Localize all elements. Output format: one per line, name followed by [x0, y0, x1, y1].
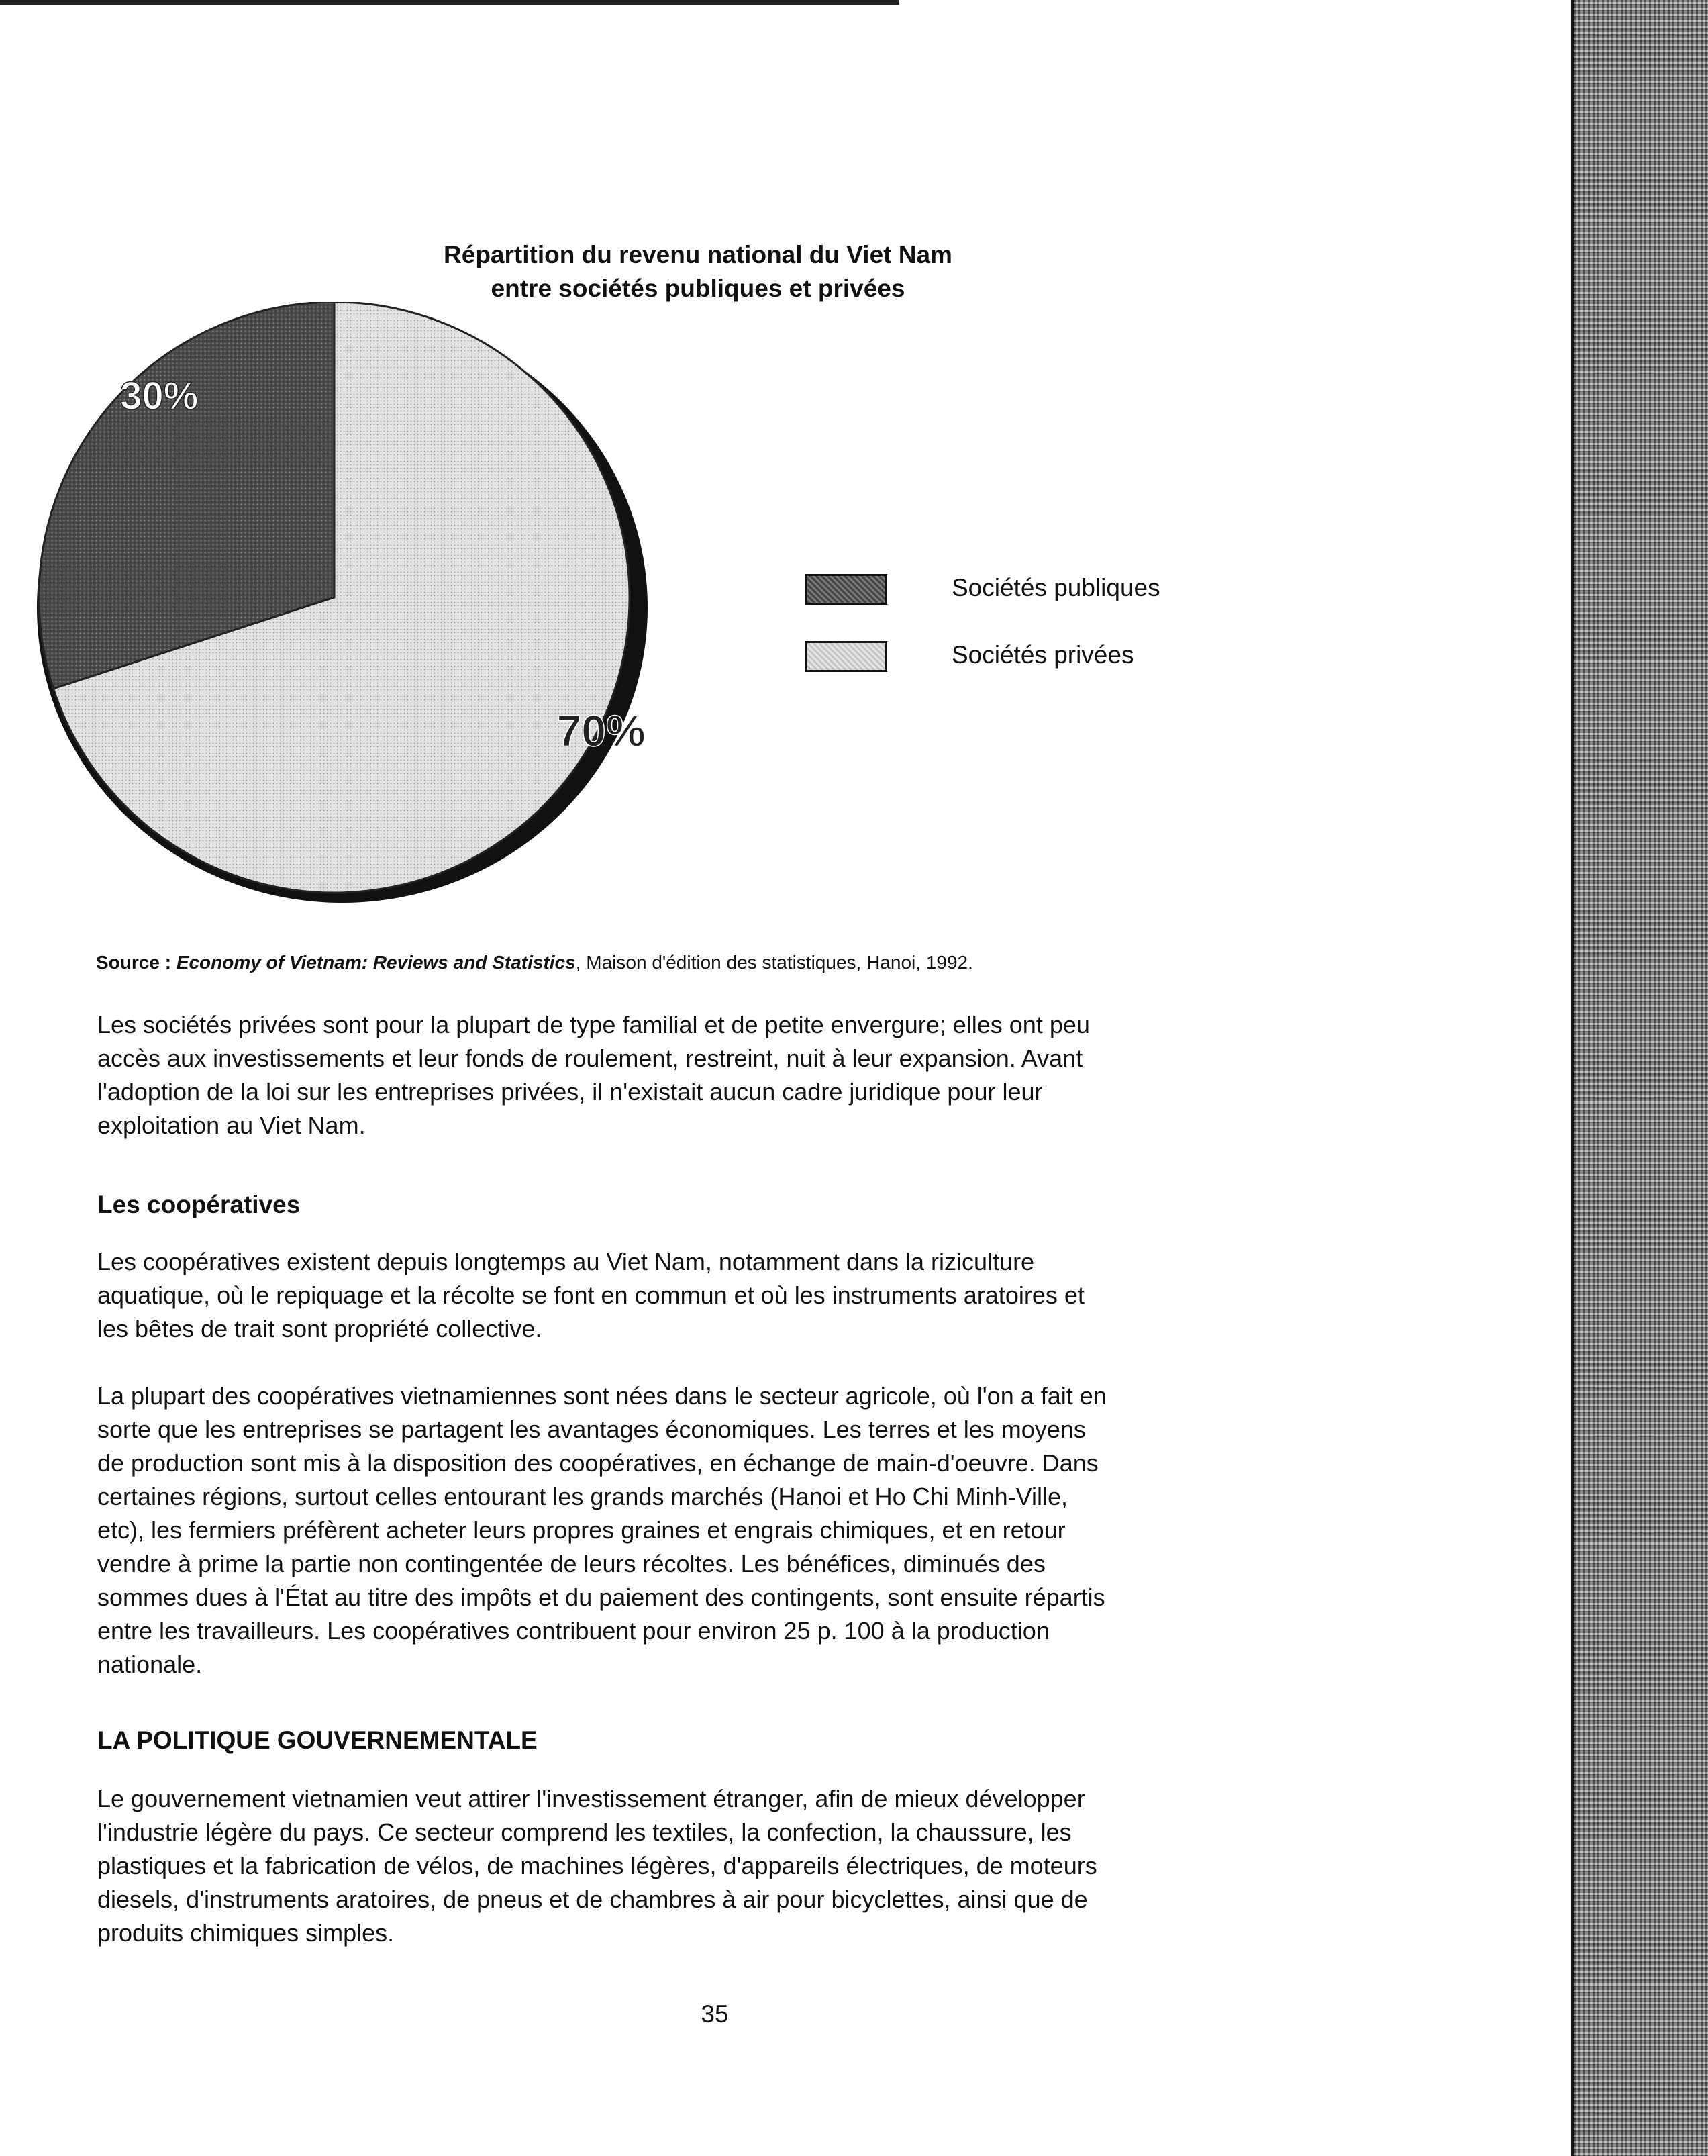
text-line: aquatique, où le repiquage et la récolte se font en commun et où les instruments aratoires et — [97, 1281, 1085, 1309]
paragraph-politique — [97, 1782, 1305, 1950]
text-line: entre les travailleurs. Les coopératives contribuent pour environ 25 p. 100 à la production — [97, 1617, 1050, 1645]
legend-item-privees — [805, 638, 1275, 678]
text-line: plastiques et la fabrication de vélos, de machines légères, d'appareils électriques, de moteurs — [97, 1852, 1097, 1879]
text-line: nationale. — [97, 1651, 203, 1678]
source-label: Source : — [96, 952, 172, 973]
text-line: vendre à prime la partie non contingentée de leurs récoltes. Les bénéfices, diminués des — [97, 1550, 1046, 1577]
text-line: La plupart des coopératives vietnamiennes sont nées dans le secteur agricole, où l'on a fait en — [97, 1382, 1107, 1410]
pie-label-privees: 70% — [556, 705, 646, 756]
source-rest: , Maison d'édition des statistiques, Hanoi, 1992. — [575, 952, 973, 973]
text-line: Les sociétés privées sont pour la plupart de type familial et de petite envergure; elles ont peu — [97, 1011, 1090, 1038]
text-line: accès aux investissements et leur fonds de roulement, restreint, nuit à leur expansion. Avant — [97, 1044, 1083, 1072]
text-line: diesels, d'instruments aratoires, de pneus et de chambres à air pour bicyclettes, ainsi que de — [97, 1885, 1088, 1913]
text-line: Les coopératives existent depuis longtemps au Viet Nam, notamment dans la riziculture — [97, 1248, 1035, 1275]
paragraph-societes-privees — [97, 1008, 1305, 1142]
legend-swatch-privees — [805, 641, 887, 672]
legend-label-privees: Sociétés privées — [952, 641, 1134, 669]
page-number: 35 — [701, 2000, 729, 2028]
pie-chart — [27, 302, 671, 920]
paragraph-cooperatives-agricole — [97, 1379, 1305, 1681]
text-line: l'industrie légère du pays. Ce secteur comprend les textiles, la confection, la chaussure, les — [97, 1818, 1072, 1846]
text-line: de production sont mis à la disposition des coopératives, en échange de main-d'oeuvre. Dans — [97, 1449, 1099, 1477]
text-line: sommes dues à l'État au titre des impôts et du paiement des contingents, sont ensuite répartis — [97, 1583, 1105, 1611]
text-line: produits chimiques simples. — [97, 1919, 395, 1947]
text-line: l'adoption de la loi sur les entreprises privées, il n'existait aucun cadre juridique pour leur — [97, 1078, 1043, 1106]
text-line: exploitation au Viet Nam. — [97, 1112, 366, 1139]
text-line: les bêtes de trait sont propriété collective. — [97, 1315, 542, 1342]
source-title: Economy of Vietnam: Reviews and Statistics — [176, 952, 576, 973]
top-rule — [0, 0, 899, 5]
text-line: etc), les fermiers préfèrent acheter leurs propres graines et engrais chimiques, et en retour — [97, 1516, 1066, 1544]
heading-cooperatives: Les coopératives — [97, 1191, 301, 1218]
chart-source — [96, 952, 1304, 973]
legend-item-publiques — [805, 571, 1275, 611]
chart-title — [403, 238, 993, 305]
chart-title-line-2: entre sociétés publiques et privées — [491, 275, 905, 302]
heading-politique-gouvernementale: LA POLITIQUE GOUVERNEMENTALE — [97, 1726, 538, 1754]
text-line: Le gouvernement vietnamien veut attirer l'investissement étranger, afin de mieux développer — [97, 1785, 1085, 1812]
chart-title-line-1: Répartition du revenu national du Viet Nam — [444, 241, 952, 268]
legend-swatch-publiques — [805, 574, 887, 605]
paragraph-cooperatives-intro — [97, 1245, 1305, 1346]
legend-label-publiques: Sociétés publiques — [952, 574, 1160, 601]
text-line: sorte que les entreprises se partagent les avantages économiques. Les terres et les moyens — [97, 1416, 1086, 1443]
pie-label-publiques: 30% — [120, 374, 199, 418]
scan-edge — [1574, 0, 1708, 2156]
text-line: certaines régions, surtout celles entourant les grands marchés (Hanoi et Ho Chi Minh-Ville, — [97, 1483, 1068, 1510]
